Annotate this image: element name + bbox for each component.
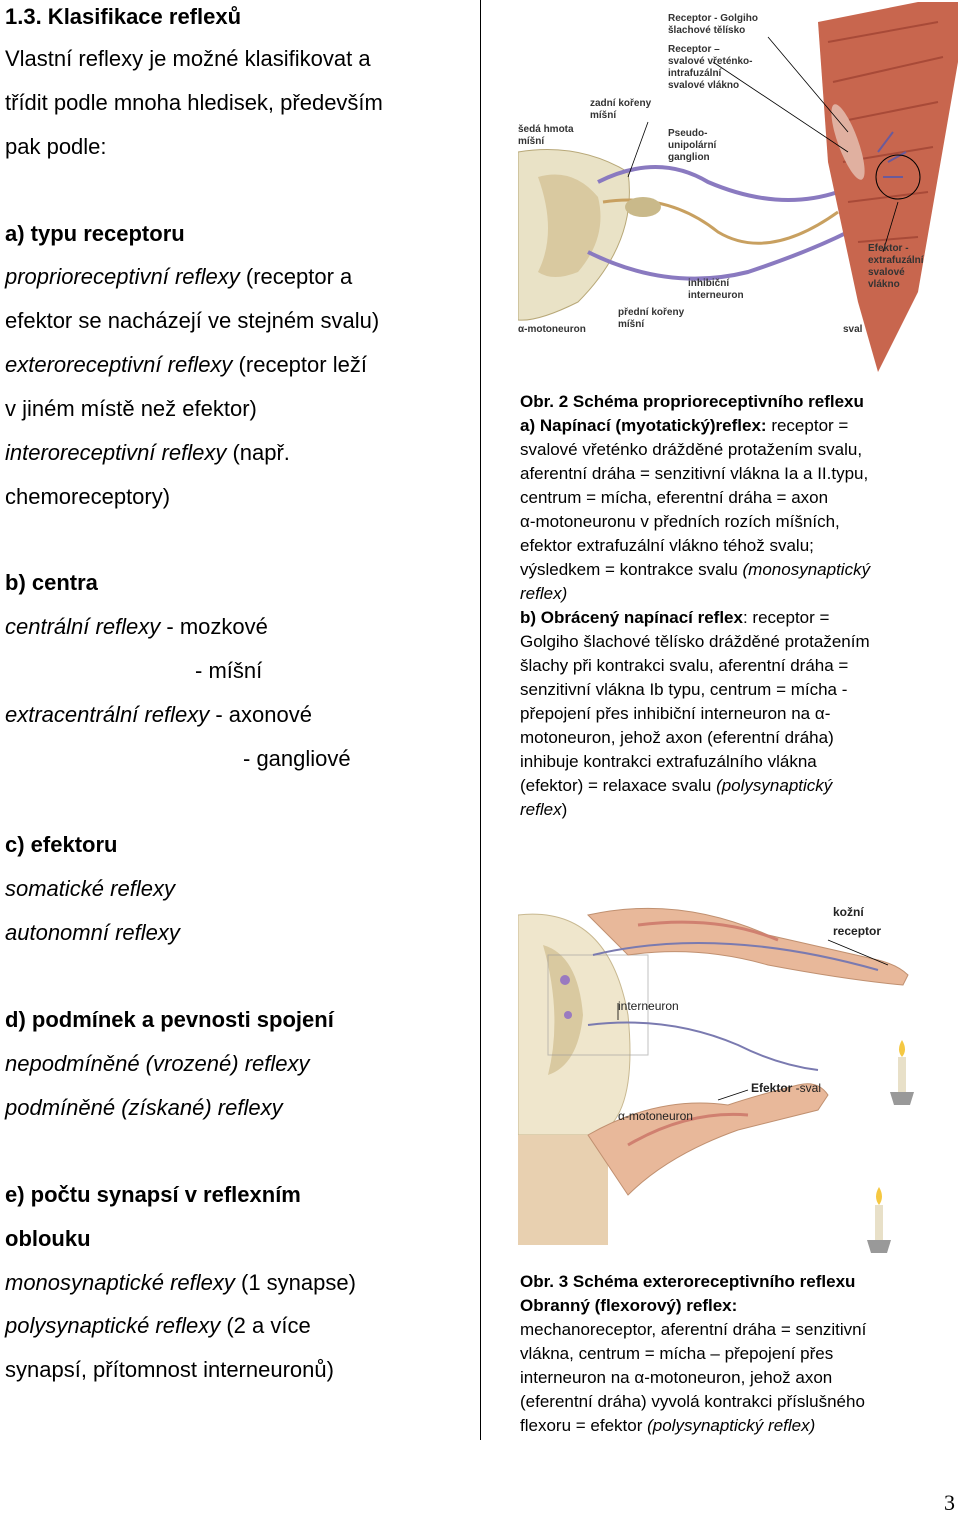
label-anterior-roots: přední kořeny — [618, 307, 685, 318]
label-receptor-spindle: Receptor – — [668, 44, 720, 55]
caption2-l4: (eferentní dráha) vyvolá kontrakci příslušného — [520, 1392, 865, 1411]
label-pseudo: Pseudo- — [668, 128, 708, 139]
label-skin-receptor: kožní — [833, 905, 864, 919]
label-effector: Efektor - — [868, 243, 909, 254]
a-line-3: exteroreceptivní reflexy (receptor leží — [5, 352, 367, 377]
e-line-1: monosynaptické reflexy (1 synapse) — [5, 1270, 356, 1295]
right-column — [482, 0, 960, 1440]
caption1-title: Obr. 2 Schéma proprioreceptivního reflexu — [520, 392, 864, 411]
caption1-b1: b) Obrácený napínací reflex: receptor = — [520, 608, 830, 627]
d-heading: d) podmínek a pevnosti spojení — [5, 1007, 334, 1032]
b-line-4: - gangliové — [243, 746, 351, 771]
caption1-a1: a) Napínací (myotatický)reflex: receptor = — [520, 416, 849, 435]
caption2-l3: interneuron na α-motoneuron, jehož axon — [520, 1368, 833, 1387]
caption1-b3: šlachy při kontrakci svalu, aferentní dráha = — [520, 656, 849, 675]
intro-line-1: Vlastní reflexy je možné klasifikovat a — [5, 46, 371, 71]
caption2-title: Obr. 3 Schéma exteroreceptivního reflexu — [520, 1272, 856, 1291]
caption1-b6: motoneuron, jehož axon (eferentní dráha) — [520, 728, 834, 747]
caption2-l5: flexoru = efektor (polysynaptický reflex) — [520, 1416, 816, 1435]
e-heading-1: e) počtu synapsí v reflexním — [5, 1182, 301, 1207]
label-inhibitory: inhibiční — [688, 278, 730, 289]
figure1-caption — [520, 390, 960, 822]
exteroceptive-reflex-figure — [518, 895, 958, 1265]
caption1-b5: přepojení přes inhibiční interneuron na α- — [520, 704, 831, 723]
label-receptor-spindle-4: svalové vlákno — [668, 80, 740, 91]
caption1-a7: výsledkem = kontrakce svalu (monosynaptický — [520, 560, 871, 579]
label-skin-receptor-2: receptor — [833, 924, 882, 938]
c-line-2: autonomní reflexy — [5, 920, 180, 945]
label-effector-2: extrafuzální — [868, 255, 924, 266]
label-pseudo-3: ganglion — [668, 152, 710, 163]
section-heading: 1.3. Klasifikace reflexů — [5, 4, 242, 29]
caption1-a3: aferentní dráha = senzitivní vlákna Ia a II.typu, — [520, 464, 869, 483]
label-pseudo-2: unipolární — [668, 140, 717, 151]
label-interneuron: interneuron — [618, 999, 679, 1013]
proprioceptive-reflex-figure — [518, 2, 958, 380]
e-line-3: synapsí, přítomnost interneuronů) — [5, 1357, 334, 1382]
a-line-6: chemoreceptory) — [5, 484, 171, 509]
label-receptor-golgi-2: šlachové tělísko — [668, 25, 746, 36]
page-number: 3 — [944, 1490, 955, 1515]
b-line-3: extracentrální reflexy - axonové — [5, 702, 312, 727]
d-line-2: podmíněné (získané) reflexy — [5, 1095, 283, 1120]
intro-line-2: třídit podle mnoha hledisek, především — [5, 90, 383, 115]
caption2-l2: vlákna, centrum = mícha – přepojení přes — [520, 1344, 834, 1363]
a-line-2: efektor se nacházejí ve stejném svalu) — [5, 308, 380, 333]
caption1-b9: reflex) — [520, 800, 568, 819]
label-receptor-golgi: Receptor - Golgiho — [668, 13, 758, 24]
caption1-b8: (efektor) = relaxace svalu (polysynaptický — [520, 776, 833, 795]
a-line-5: interoreceptivní reflexy (např. — [5, 440, 290, 465]
caption1-a8: reflex) — [520, 584, 568, 603]
caption1-a5: α-motoneuronu v předních rozích míšních, — [520, 512, 840, 531]
label-effector-3: svalové — [868, 267, 905, 278]
c-heading: c) efektoru — [5, 832, 118, 857]
caption1-b7: inhibuje kontrakci extrafuzálního vlákna — [520, 752, 817, 771]
b-line-1: centrální reflexy - mozkové — [5, 614, 268, 639]
e-heading-2: oblouku — [5, 1226, 91, 1251]
label-motoneuron-fig2: α-motoneuron — [618, 1109, 693, 1123]
caption1-b2: Golgiho šlachové tělísko drážděné protažením — [520, 632, 870, 651]
caption2-l1: mechanoreceptor, aferentní dráha = senzitivní — [520, 1320, 867, 1339]
c-line-1: somatické reflexy — [5, 876, 175, 901]
d-line-1: nepodmíněné (vrozené) reflexy — [5, 1051, 310, 1076]
a-line-1: proprioreceptivní reflexy (receptor a — [5, 264, 353, 289]
label-effector-fig2: Efektor -sval — [751, 1081, 822, 1095]
caption1-a4: centrum = mícha, eferentní dráha = axon — [520, 488, 829, 507]
caption1-a2: svalové vřeténko drážděné protažením svalu, — [520, 440, 863, 459]
label-motoneuron: α-motoneuron — [518, 324, 586, 335]
label-inhibitory-2: interneuron — [688, 290, 744, 301]
label-posterior-roots: zadní kořeny — [590, 98, 652, 109]
svg-text:Receptor - Golgiho — [668, 13, 758, 24]
label-gray-matter: šedá hmota — [518, 124, 574, 135]
a-heading: a) typu receptoru — [5, 221, 185, 246]
left-column — [0, 0, 481, 1440]
b-line-2: - míšní — [195, 658, 263, 683]
label-effector-4: vlákno — [868, 279, 900, 290]
caption2-sub: Obranný (flexorový) reflex: — [520, 1296, 738, 1315]
intro-line-3: pak podle: — [5, 134, 107, 159]
caption1-a6: efektor extrafuzální vlákno téhož svalu; — [520, 536, 814, 555]
label-receptor-spindle-2: svalové vřeténko- — [668, 56, 753, 67]
label-muscle: sval — [843, 324, 863, 335]
label-anterior-roots-2: míšní — [618, 319, 645, 330]
b-heading: b) centra — [5, 570, 98, 595]
caption1-b4: senzitivní vlákna Ib typu, centrum = mícha - — [520, 680, 848, 699]
a-line-4: v jiném místě než efektor) — [5, 396, 257, 421]
label-gray-matter-2: míšní — [518, 136, 545, 147]
label-posterior-roots-2: míšní — [590, 110, 617, 121]
label-receptor-spindle-3: intrafuzální — [668, 68, 722, 79]
e-line-2: polysynaptické reflexy (2 a více — [5, 1313, 311, 1338]
figure2-caption — [520, 1270, 960, 1438]
